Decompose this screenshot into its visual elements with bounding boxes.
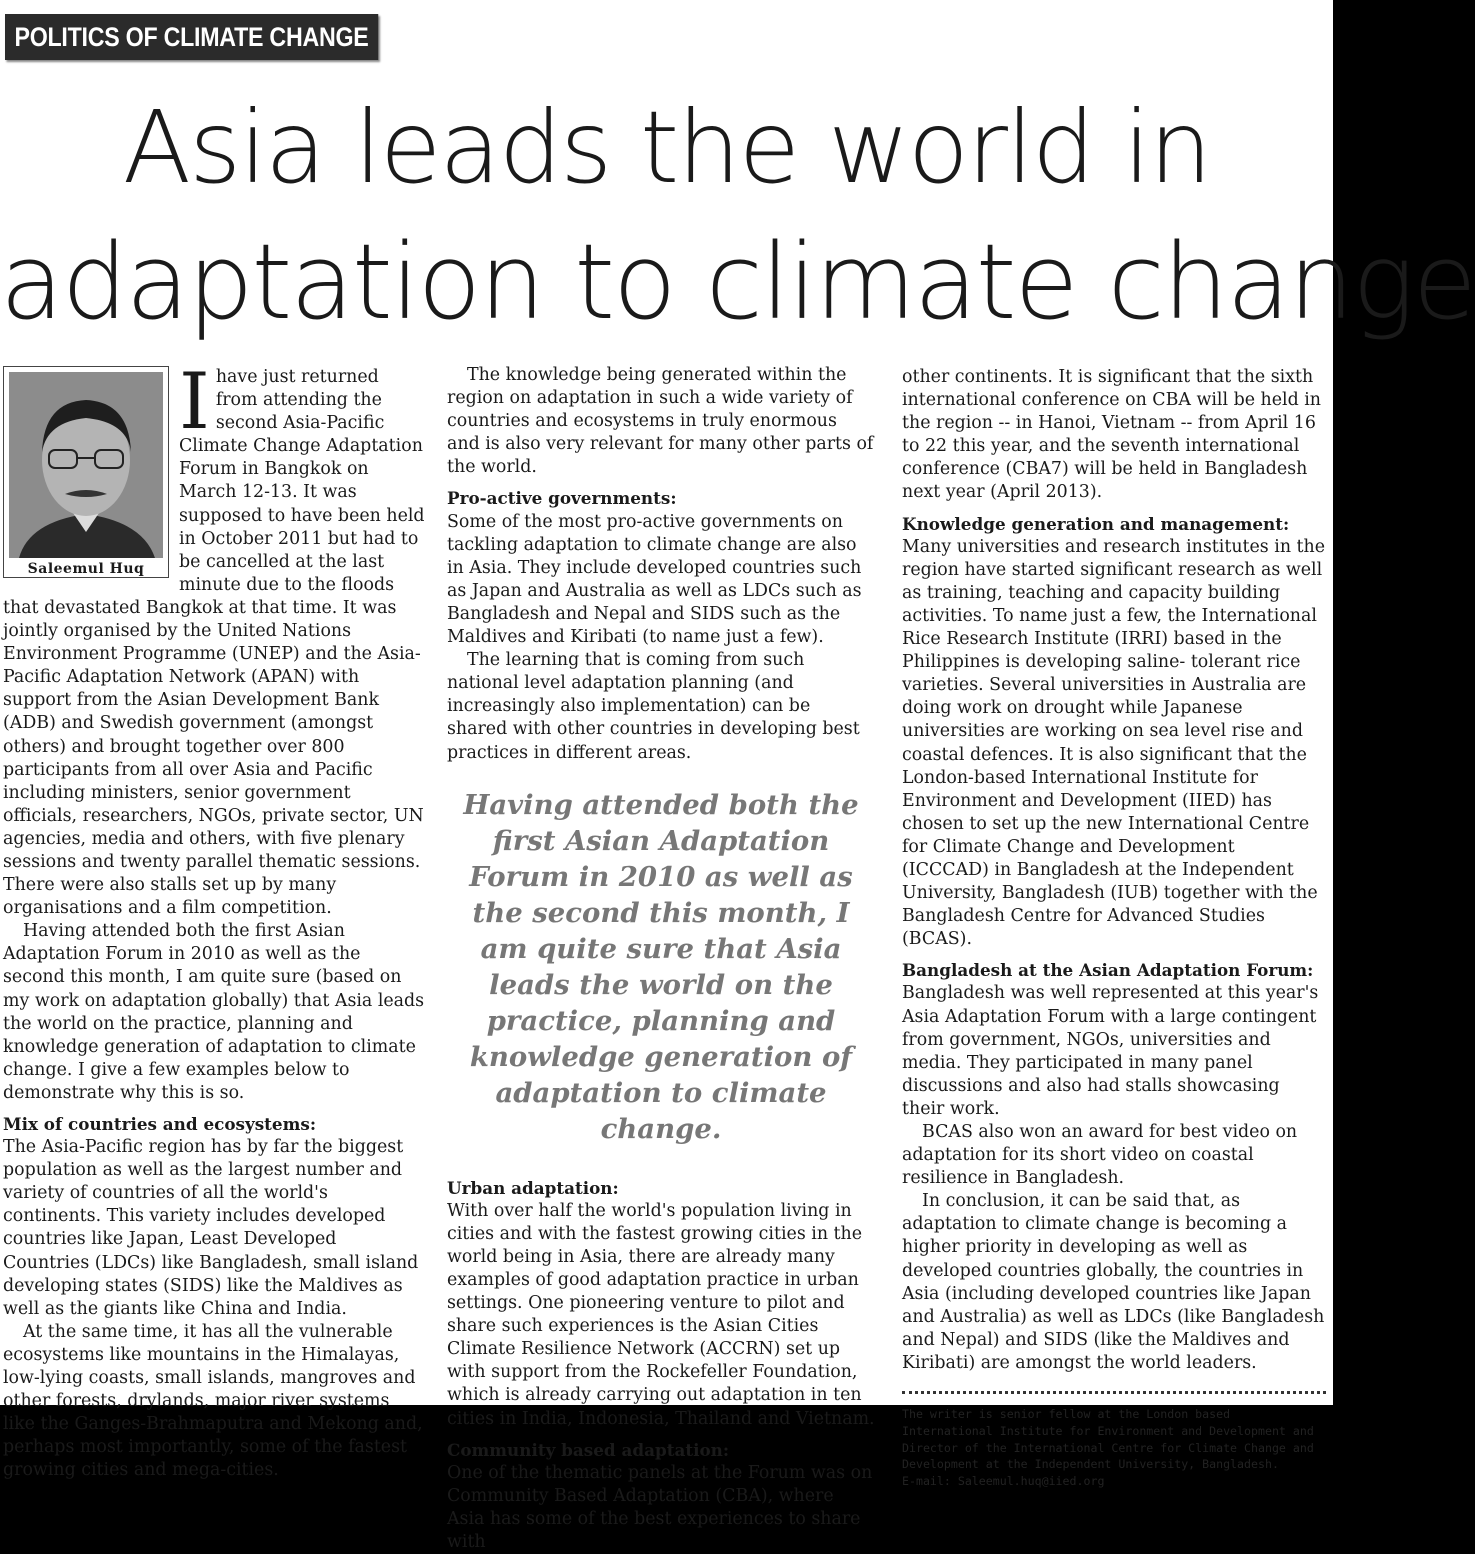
subhead-knowledge-generation: Knowledge generation and management:	[902, 513, 1290, 534]
col1-paragraph-4: At the same time, it has all the vulnerable ecosystems like mountains in the Himalayas, low-lying coasts, small islands, mangroves and other forests, drylands, major river systems like the Ganges-Brahmaputra and Mekong and, perhaps most importantly, some of the fastest growing cities and mega-cities.	[3, 1321, 423, 1481]
col2-paragraph-3: The learning that is coming from such national level adaptation planning (and increasingly also implementation) can be shared with other countries in developing best practices in different areas.	[447, 650, 860, 763]
dotted-divider	[902, 1391, 1326, 1394]
article-column-3	[902, 366, 1326, 1490]
subhead-community-based-adaptation: Community based adaptation:	[447, 1439, 730, 1460]
author-email: E-mail: Saleemul.huq@iied.org	[902, 1474, 1105, 1489]
section-kicker: POLITICS OF CLIMATE CHANGE	[5, 14, 378, 60]
col3-paragraph-4: BCAS also won an award for best video on adaptation for its short video on coastal resilience in Bangladesh.	[902, 1122, 1298, 1189]
col2-paragraph-4: With over half the world's population living in cities and with the fastest growing cities in the world being in Asia, there are already many examples of good adaptation practice in urban settings. One pioneering venture to pilot and share such experiences is the Asian Cities Climate Resilience Network (ACCRN) set up with support from the Rockefeller Foundation, which is already carrying out adaptation in ten cities in India, Indonesia, Thailand and Vietnam.	[447, 1200, 875, 1429]
author-portrait	[9, 372, 163, 558]
subhead-mix-of-countries: Mix of countries and ecosystems:	[3, 1114, 317, 1134]
col3-paragraph-2: Many universities and research institutes in the region have started significant research as well as training, teaching and capacity building activities. To name just a few, the International Rice Research Institute (IRRI) based in the Philippines is developing saline- tolerant rice varieties. Several universities in Australia are doing work on drought while Japanese universities are working on sea level rise and coastal defences. It is also significant that the London-based International Institute for Environment and Development (IIED) has chosen to set up the new International Centre for Climate Change and Development (ICCCAD) in Bangladesh at the Independent University, Bangladesh (IUB) together with the Bangladesh Centre for Advanced Studies (BCAS).	[902, 536, 1326, 950]
col1-paragraph-1: have just returned from attending the second Asia-Pacific Climate Change Adaptation Forum in Bangkok on March 12-13. It was supposed to have been held in October 2011 but had to be cancelled at the last minute due to the floods that devastated Bangkok at that time. It was jointly organised by the United Nations Environment Programme (UNEP) and the Asia-Pacific Adaptation Network (APAN) with support from the Asian Development Bank (ADB) and Swedish government (amongst others) and brought together over 800 participants from all over Asia and Pacific including ministers, senior government officials, researchers, NGOs, private sector, UN agencies, media and others, with five plenary sessions and twenty parallel thematic sessions. There were also stalls set up by many organisations and a film competition.	[3, 367, 425, 919]
col1-paragraph-2: Having attended both the first Asian Adaptation Forum in 2010 as well as the second this month, I am quite sure (based on my work on adaptation globally) that Asia leads the world on the practice, planning and knowledge generation of adaptation to climate change. I give a few examples below to demonstrate why this is so.	[3, 921, 425, 1103]
subhead-pro-active-governments: Pro-active governments:	[447, 488, 677, 509]
col1-paragraph-3: The Asia-Pacific region has by far the biggest population as well as the largest number and variety of countries of all the world's continents. This variety includes developed countries like Japan, Least Developed Countries (LDCs) like Bangladesh, small island developing states (SIDS) like the Maldives as well as the giants like China and India.	[3, 1137, 419, 1319]
author-bio: The writer is senior fellow at the London based International Institute for Environment and Development and Director of the International Centre for Climate Change and Development at the Independent University, Bangladesh.	[902, 1407, 1314, 1472]
col2-paragraph-1: The knowledge being generated within the region on adaptation in such a wide variety of countries and ecosystems in truly enormous and is also very relevant for many other parts of the world.	[447, 365, 874, 478]
col3-paragraph-3: Bangladesh was well represented at this year's Asia Adaptation Forum with a large contingent from government, NGOs, universities and media. They participated in many panel discussions and also had stalls showcasing their work.	[902, 983, 1319, 1119]
subhead-bangladesh-at-forum: Bangladesh at the Asian Adaptation Forum:	[902, 960, 1314, 981]
author-photo-frame	[3, 366, 169, 578]
pull-quote: Having attended both the first Asian Adaptation Forum in 2010 as well as the second this month, I am quite sure that Asia leads the world on the practice, planning and knowledge generation of adaptation to climate change.	[463, 788, 859, 1145]
col3-paragraph-1: other continents. It is significant that the sixth international conference on CBA will be held in the region -- in Hanoi, Vietnam -- from April 16 to 22 this year, and the seventh international conference (CBA7) will be held in Bangladesh next year (April 2013).	[902, 367, 1322, 503]
article-column-2	[447, 364, 875, 1554]
author-caption: Saleemul Huq	[27, 561, 145, 577]
col2-paragraph-2: Some of the most pro-active governments on tackling adaptation to climate change are also in Asia. They include developed countries such as Japan and Australia as well as LDCs such as Bangladesh and Nepal and SIDS such as the Maldives and Kiribati (to name just a few).	[447, 511, 862, 648]
headline-line-1: Asia leads the world in	[122, 89, 1211, 206]
drop-cap: I	[179, 357, 210, 447]
subhead-urban-adaptation: Urban adaptation:	[447, 1177, 619, 1198]
col3-paragraph-5: In conclusion, it can be said that, as adaptation to climate change is becoming a higher priority in developing as well as developed countries globally, the countries in Asia (including developed countries like Japan and Australia) as well as LDCs (like Bangladesh and Nepal) and SIDS (like the Maldives and Kiribati) are amongst the world leaders.	[902, 1191, 1325, 1373]
article-column-1	[3, 357, 425, 1483]
col2-paragraph-5: One of the thematic panels at the Forum was on Community Based Adaptation (CBA), where Asia has some of the best experiences to share with	[447, 1462, 873, 1552]
headline-line-2: adaptation to climate change	[0, 221, 1475, 343]
